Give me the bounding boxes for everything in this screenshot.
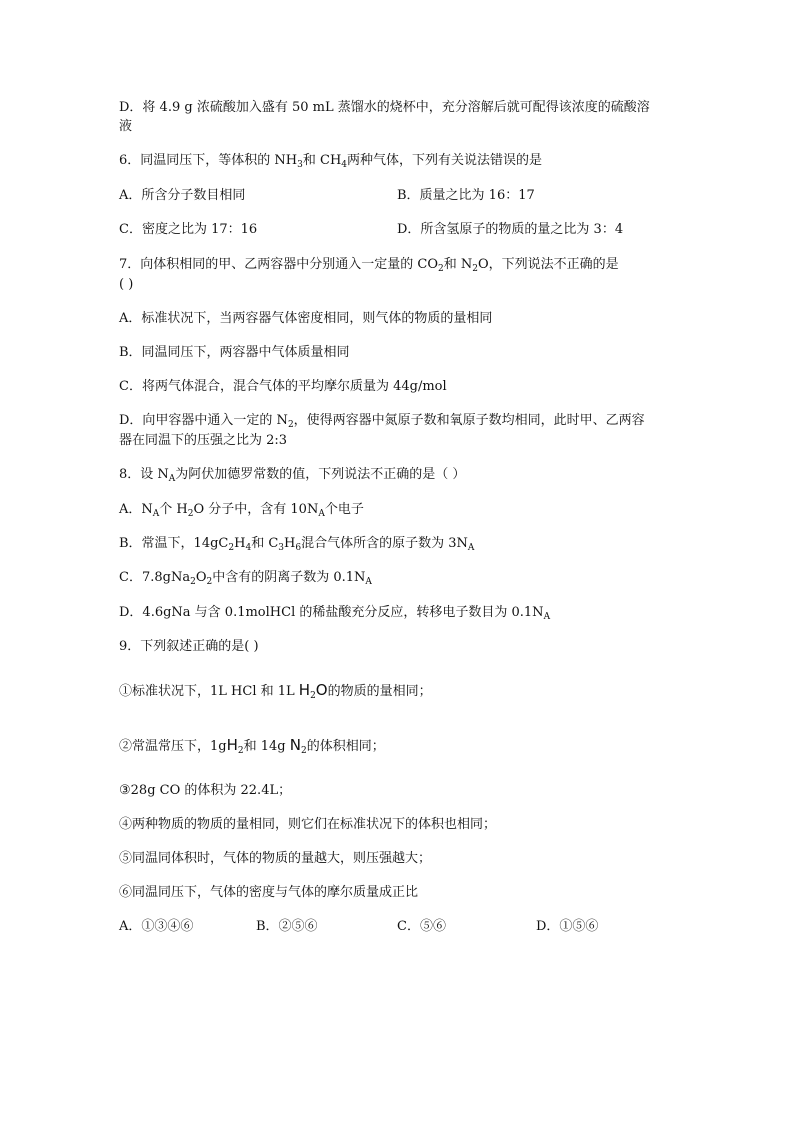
- q9-stem: 9．下列叙述正确的是( ): [119, 639, 259, 654]
- q5-option-d-line2: 液: [119, 119, 133, 134]
- q8-option-d: D．4.6gNa 与含 0.1molHCl 的稀盐酸充分反应，转移电子数目为 $0.1N_A$: [119, 605, 551, 622]
- q9-statement-3: ③28g CO 的体积为 22.4L；: [119, 783, 292, 798]
- q6-option-b: B．质量之比为 16：17: [397, 188, 535, 203]
- q7-answer-paren: ( ): [119, 277, 134, 292]
- q9-statement-5: ⑤同温同体积时，气体的物质的量越大，则压强越大；: [119, 851, 432, 866]
- q7-option-d-line1: D．向甲容器中通入一定的 $N_2$，使得两容器中氮原子数和氧原子数均相同，此时甲、乙两容: [119, 413, 645, 430]
- q6-option-c: C．密度之比为 17：16: [119, 222, 258, 237]
- q8-stem: 8．设 $N_A$为阿伏加德罗常数的值，下列说法不正确的是（ ）: [119, 467, 466, 484]
- q9-option-c: C．⑤⑥: [397, 919, 446, 934]
- q5-option-d-line1: D．将 4.9 g 浓硫酸加入盛有 50 mL 蒸馏水的烧杯中，充分溶解后就可配得该浓度的硫酸溶: [119, 100, 650, 115]
- q9-statement-1: ①标准状况下，1L HCl 和 1L $H_2O$的物质的量相同；: [119, 681, 432, 701]
- q7-option-c: C．将两气体混合，混合气体的平均摩尔质量为 44g/mol: [119, 379, 447, 394]
- q8-option-c: C．$7.8gNa_2O_2$中含有的阴离子数为 $0.1N_A$: [119, 570, 372, 587]
- q8-option-b: B．常温下，$14gC_2H_4$和 $C_3H_6$混合气体所含的原子数为 $3N_A$: [119, 536, 475, 553]
- q9-statement-4: ④两种物质的物质的量相同，则它们在标准状况下的体积也相同；: [119, 817, 497, 832]
- q7-option-b: B．同温同压下，两容器中气体质量相同: [119, 345, 350, 360]
- q9-option-a: A．①③④⑥: [119, 919, 194, 934]
- q7-stem: 7．向体积相同的甲、乙两容器中分别通入一定量的 $CO_2$和 $N_2O$，下列说法不正确的是: [119, 257, 619, 274]
- q6-stem: 6．同温同压下，等体积的 $NH_3$和 $CH_4$两种气体，下列有关说法错误的是: [119, 153, 543, 170]
- q6-option-d: D．所含氢原子的物质的量之比为 3：4: [397, 222, 624, 237]
- q9-option-b: B．②⑤⑥: [256, 919, 318, 934]
- q9-statement-6: ⑥同温同压下，气体的密度与气体的摩尔质量成正比: [119, 885, 419, 900]
- q9-option-d: D．①⑤⑥: [536, 919, 599, 934]
- q7-option-d-line2: 器在同温下的压强之比为 2:3: [119, 433, 288, 448]
- q9-statement-2: ②常温常压下，$1gH_2$和 14g $N_2$的体积相同；: [119, 736, 385, 756]
- q6-option-a: A．所含分子数目相同: [119, 188, 246, 203]
- q7-option-a: A．标准状况下，当两容器气体密度相同，则气体的物质的量相同: [119, 311, 493, 326]
- q8-option-a: A．$N_A$个 $H_2O$ 分子中，含有 $10N_A$个电子: [119, 502, 364, 519]
